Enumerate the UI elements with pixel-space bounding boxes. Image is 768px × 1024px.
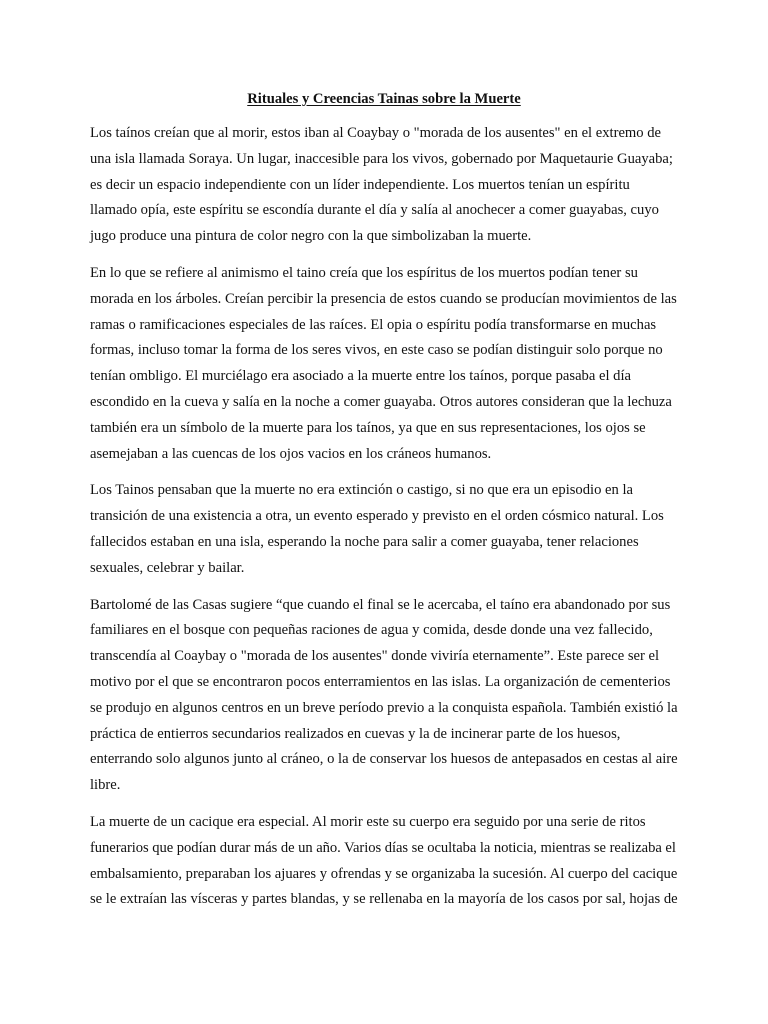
text-line: enterrando solo algunos junto al cráneo, o la de conservar los huesos de antepasados en cestas al aire (90, 751, 678, 768)
text-line: tenían ombligo. El murciélago era asociado a la muerte entre los taínos, porque pasaba el día (90, 368, 631, 385)
text-line: llamado opía, este espíritu se escondía durante el día y salía al anochecer a comer guayabas, cuyo (90, 202, 659, 219)
paragraph (90, 810, 680, 913)
text-line: ramas o ramificaciones especiales de las raíces. El opia o espíritu podía transformarse en muchas (90, 316, 657, 333)
text-line: formas, incluso tomar la forma de los seres vivos, en este caso se podían distinguir solo porque no (90, 342, 663, 359)
text-line: una isla llamada Soraya. Un lugar, inaccesible para los vivos, gobernado por Maquetaurie Guayaba; (90, 150, 673, 167)
paragraph (90, 121, 680, 250)
text-line: es decir un espacio independiente con un líder independiente. Los muertos tenían un espíritu (90, 176, 630, 193)
text-line: asemejaban a las cuencas de los ojos vacios en los cráneos humanos. (90, 445, 492, 462)
text-line: embalsamiento, preparaban los ajuares y ofrendas y se organizaba la sucesión. Al cuerpo del cacique (90, 865, 678, 882)
text-line: familiares en el bosque con pequeñas raciones de agua y comida, desde donde una vez fallecido, (90, 622, 653, 639)
text-line: motivo por el que se encontraron pocos enterramientos en las islas. La organización de cementerios (90, 673, 671, 690)
text-line: En lo que se refiere al animismo el taino creía que los espíritus de los muertos podían tener su (90, 264, 638, 281)
text-line: Los Tainos pensaban que la muerte no era extinción o castigo, si no que era un episodio en la (90, 482, 633, 499)
text-line: sexuales, celebrar y bailar. (90, 559, 245, 576)
paragraph (90, 593, 680, 799)
text-line: funerarios que podían durar más de un año. Varios días se ocultaba la noticia, mientras se realizaba el (90, 839, 676, 856)
text-line: práctica de entierros secundarios realizados en cuevas y la de incinerar parte de los huesos, (90, 725, 621, 742)
text-line: se produjo en algunos centros en un breve período previo a la conquista española. También existió la (90, 699, 678, 716)
paragraph (90, 261, 680, 467)
text-line: La muerte de un cacique era especial. Al morir este su cuerpo era seguido por una serie de ritos (90, 813, 646, 830)
text-line: transcendía al Coaybay o "morada de los ausentes" donde viviría eternamente”. Este parece ser el (90, 648, 660, 665)
text-line: transición de una existencia a otra, un evento esperado y previsto en el orden cósmico natural. Los (90, 508, 664, 525)
text-line: Los taínos creían que al morir, estos iban al Coaybay o "morada de los ausentes" en el extremo de (90, 125, 661, 141)
text-line: escondido en la cueva y salía en la noche a comer guayaba. Otros autores consideran que la lechuza (90, 393, 672, 410)
text-line: fallecidos estaban en una isla, esperando la noche para salir a comer guayaba, tener relaciones (90, 533, 639, 550)
text-line: libre. (90, 777, 121, 794)
paragraph (90, 478, 680, 581)
text-line: se le extraían las vísceras y partes blandas, y se rellenaba en la mayoría de los casos por sal, hojas de (90, 891, 678, 908)
text-line: Bartolomé de las Casas sugiere “que cuando el final se le acercaba, el taíno era abandonado por sus (90, 596, 671, 613)
document-title: Rituales y Creencias Tainas sobre la Muerte (247, 91, 521, 107)
document-body (90, 121, 680, 924)
text-line: morada en los árboles. Creían percibir la presencia de estos cuando se producían movimientos de las (90, 290, 677, 307)
text-line: también era un símbolo de la muerte para los taínos, ya que en sus representaciones, los ojos se (90, 419, 646, 436)
text-line: jugo produce una pintura de color negro con la que simbolizaban la muerte. (90, 228, 532, 245)
